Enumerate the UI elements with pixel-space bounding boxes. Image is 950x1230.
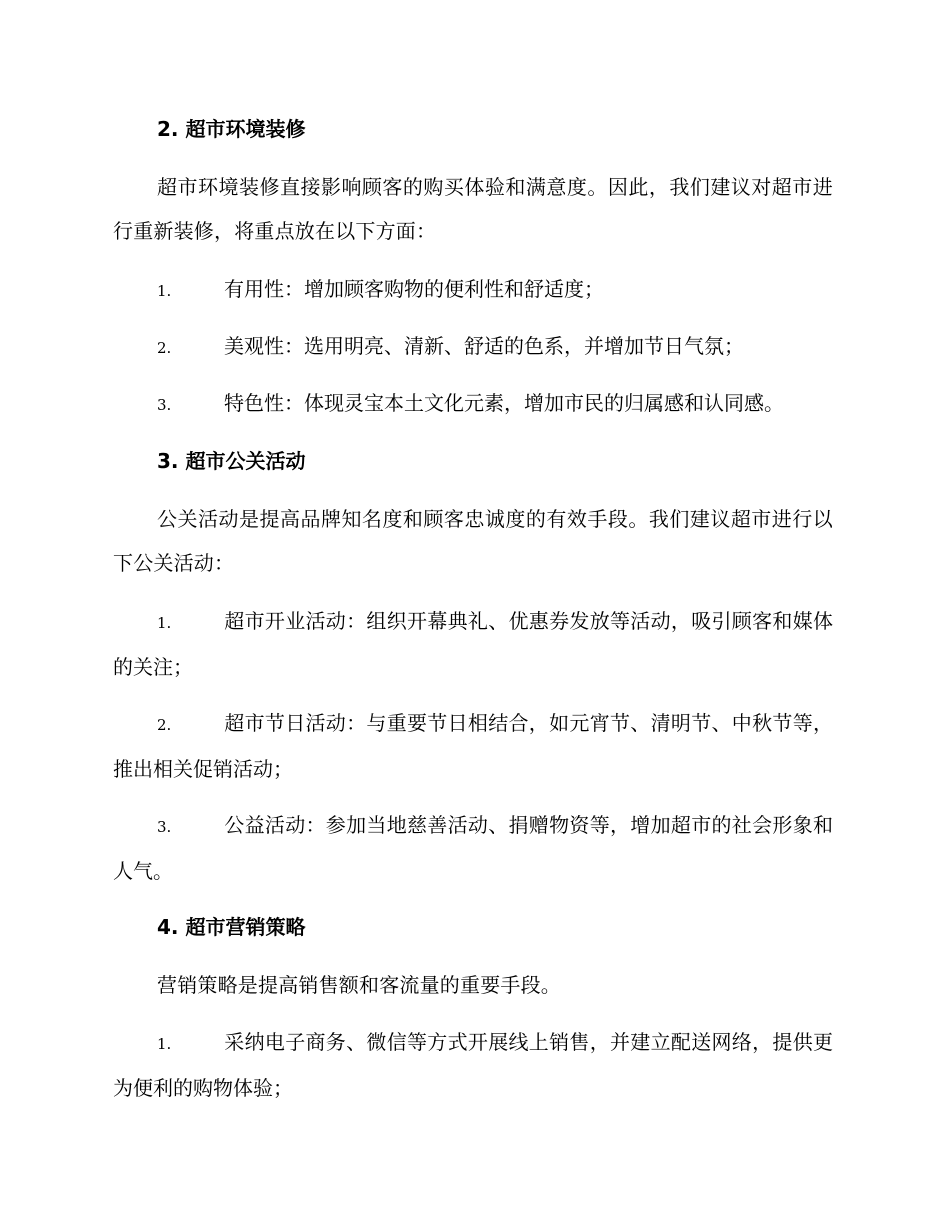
section-intro-marketing: 营销策略是提高销售额和客流量的重要手段。	[157, 973, 561, 997]
section-heading-environment: 2. 超市环境装修	[157, 117, 306, 141]
list-item	[113, 1020, 833, 1110]
list-item	[113, 324, 833, 370]
list-item-text: 特色性：体现灵宝本土文化元素，增加市民的归属感和认同感。	[224, 391, 784, 415]
list-item-text: 美观性：选用明亮、清新、舒适的色系，并增加节日气氛；	[224, 334, 744, 358]
list-number: 1.	[157, 614, 172, 632]
list-number: 3.	[157, 396, 172, 414]
section-heading-marketing: 4. 超市营销策略	[157, 915, 306, 939]
section-intro-pr: 公关活动是提高品牌知名度和顾客忠诚度的有效手段。我们建议超市进行以下公关活动：	[113, 507, 833, 575]
list-item	[113, 381, 833, 427]
list-number: 3.	[157, 818, 172, 836]
list-number: 1.	[157, 282, 172, 300]
list-item	[113, 803, 833, 893]
section-intro-environment: 超市环境装修直接影响顾客的购买体验和满意度。因此，我们建议对超市进行重新装修，将重点放在以下方面：	[113, 175, 833, 243]
list-item-text: 超市开业活动：组织开幕典礼、优惠券发放等活动，吸引顾客和媒体的关注；	[113, 609, 833, 679]
list-item-text: 超市节日活动：与重要节日相结合，如元宵节、清明节、中秋节等，推出相关促销活动；	[113, 711, 833, 781]
list-number: 2.	[157, 339, 172, 357]
list-item-text: 采纳电子商务、微信等方式开展线上销售，并建立配送网络，提供更为便利的购物体验；	[113, 1030, 833, 1100]
list-item	[113, 267, 833, 313]
list-number: 1.	[157, 1035, 172, 1053]
list-item	[113, 599, 833, 689]
section-heading-pr: 3. 超市公关活动	[157, 449, 306, 473]
list-number: 2.	[157, 716, 172, 734]
list-item-text: 有用性：增加顾客购物的便利性和舒适度；	[224, 277, 604, 301]
list-item-text: 公益活动：参加当地慈善活动、捐赠物资等，增加超市的社会形象和人气。	[113, 813, 833, 883]
list-item	[113, 701, 833, 791]
